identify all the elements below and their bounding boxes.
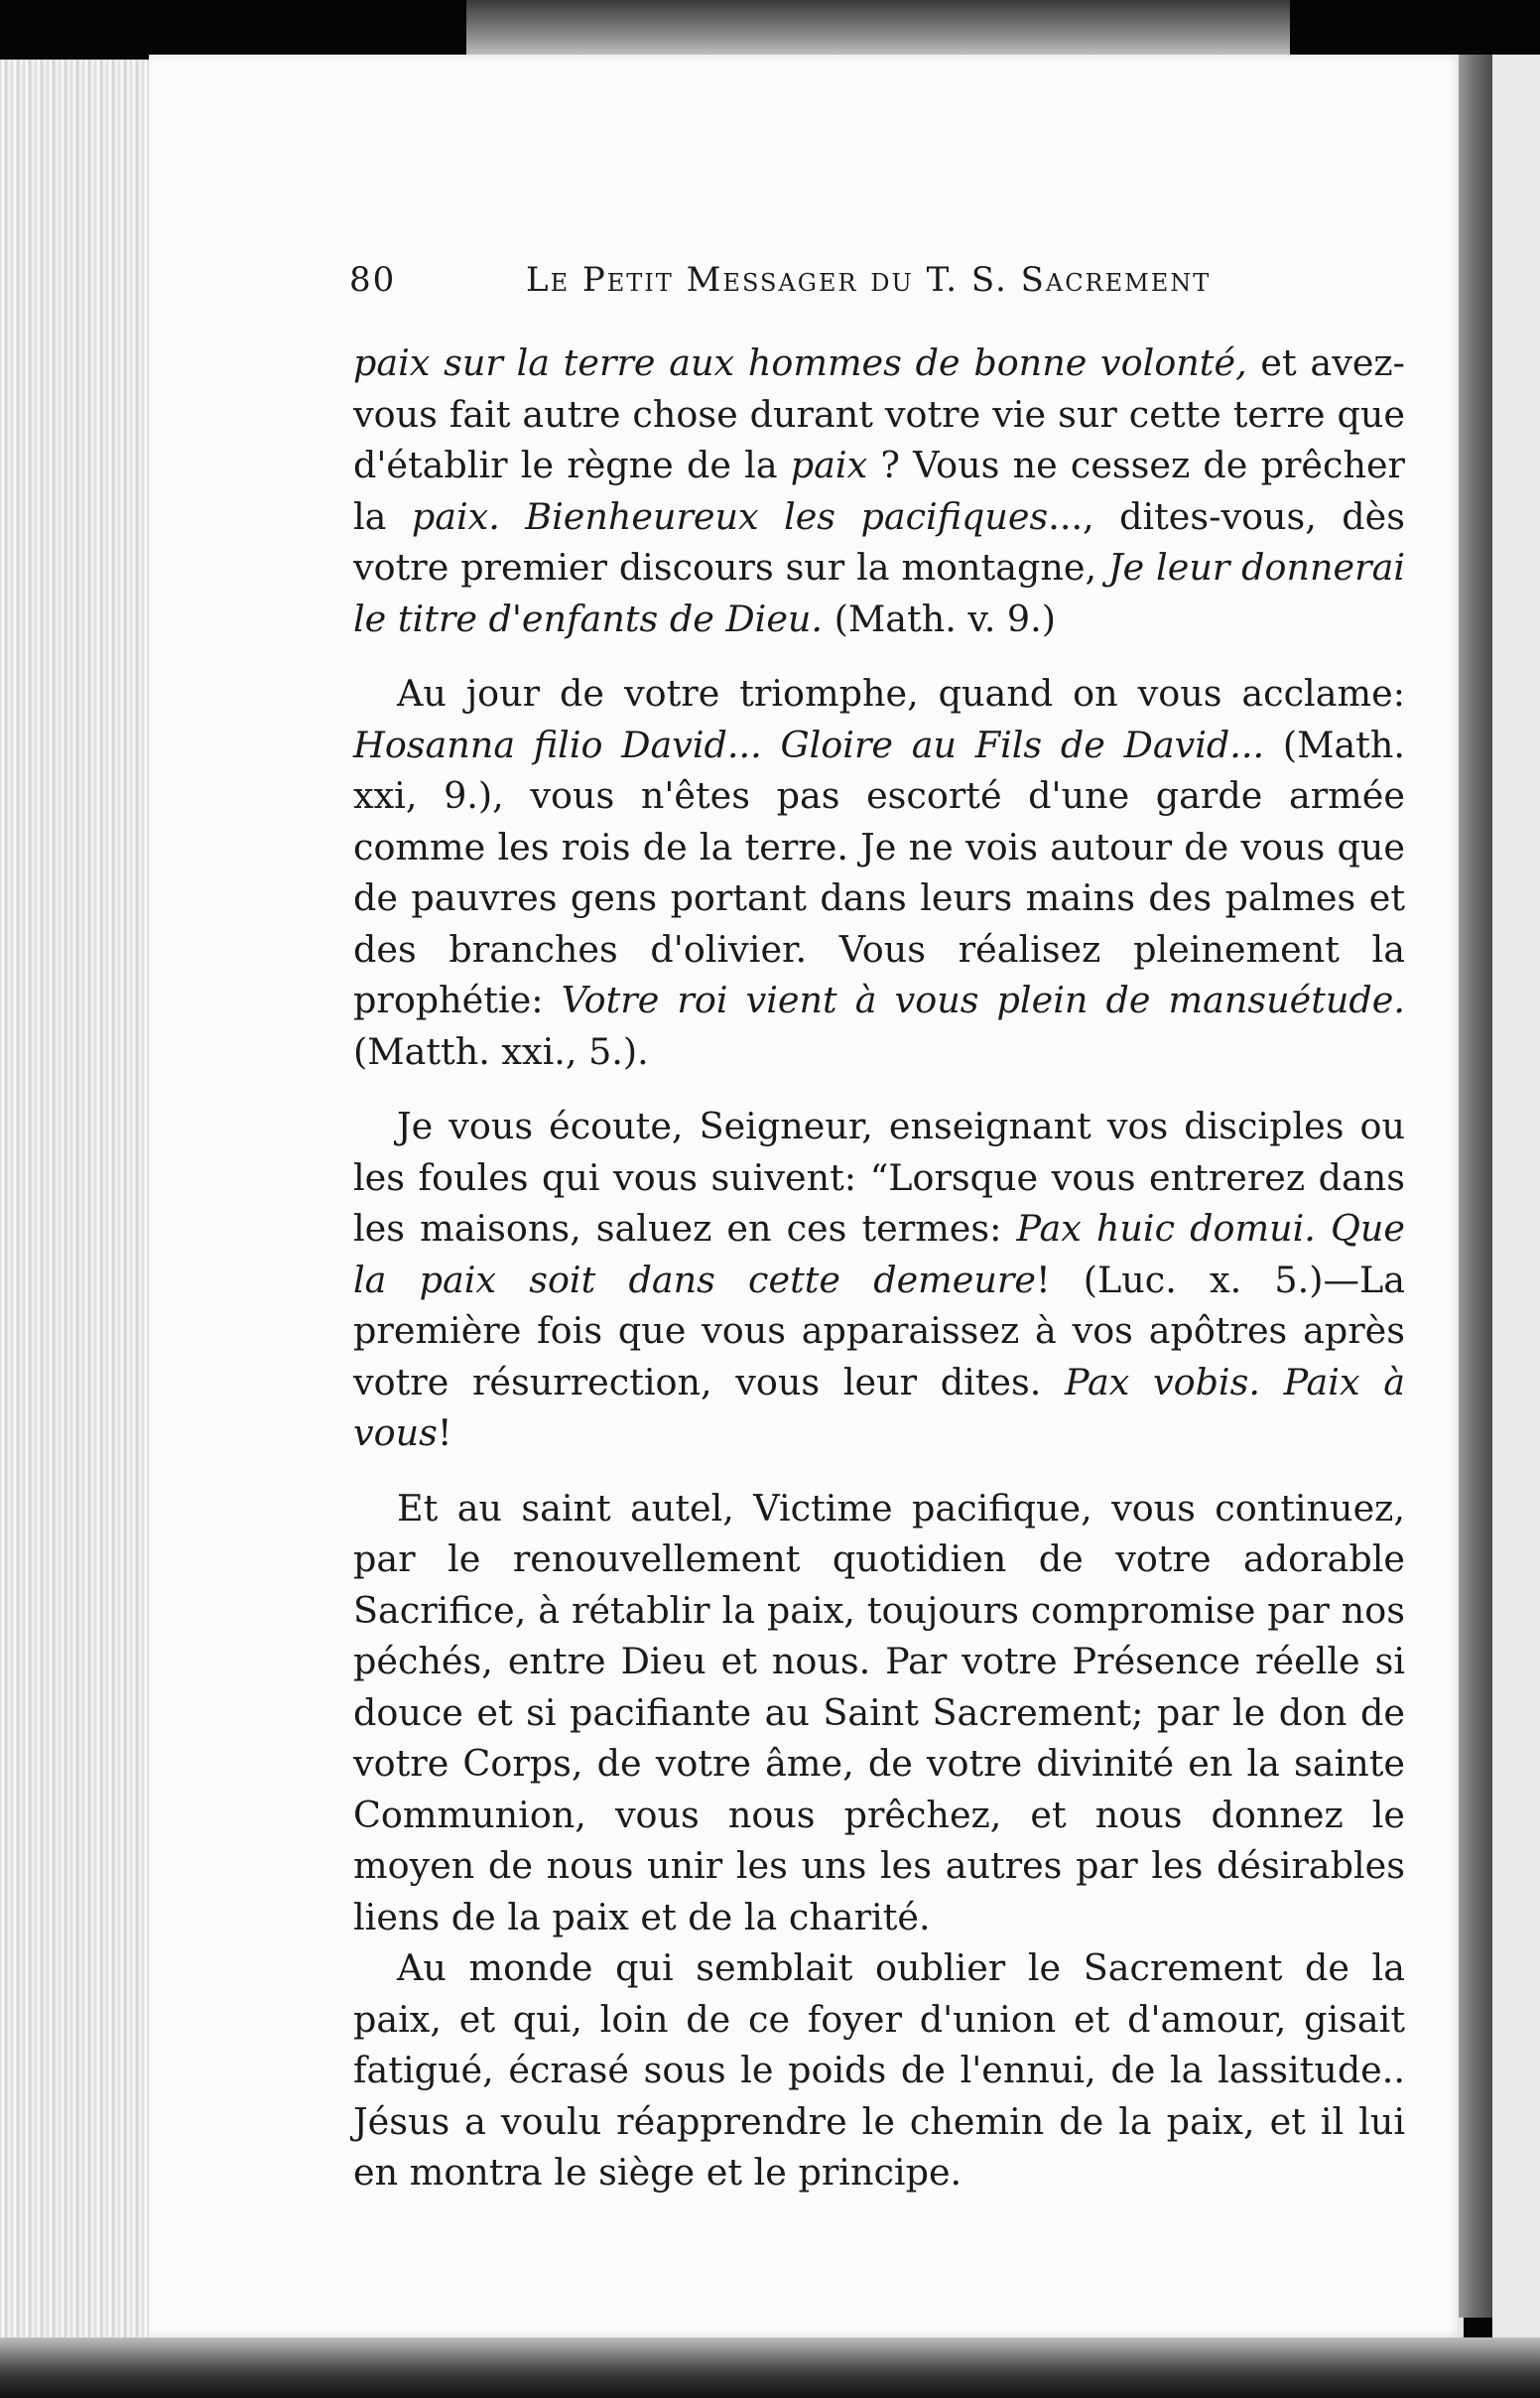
text-run: Et au saint autel, Victime pacifique, vous continuez, par le renouvellement quotidien de votre adorable Sacrifice, à rétablir la paix, toujours compromise par nos péchés, entre Dieu et nous. Par votre Présence réelle si douce et si pacifiante au Saint Sacrement; par le don de votre Corps, de votre âme, de votre divinité en la sainte Communion, vous nous prêchez, et nous donnez le moyen de nous unir les uns les autres par les désirables liens de la paix et de la charité.: [353, 1486, 1405, 1938]
italic-run: paix sur la terre aux hommes de bonne volonté,: [353, 341, 1247, 384]
italic-run: Hosanna filio David... Gloire au Fils de David...: [353, 723, 1265, 766]
running-head: [349, 260, 1232, 310]
text-run: Au jour de votre triomphe, quand on vous acclame:: [397, 672, 1405, 715]
paragraph: [353, 1942, 1405, 2198]
page-stack-edge: [0, 60, 159, 2342]
text-run: (Math. v. 9.): [823, 597, 1056, 640]
page-body-text: [353, 337, 1405, 2222]
text-run: ..., dites-vous, dès votre premier discours sur la montagne,: [353, 494, 1405, 589]
text-run: Je vous écoute, Seigneur, enseignant vos disciples ou les foules qui vous suivent: “Lorsque vous entrerez dans les maisons, saluez en ces termes:: [353, 1105, 1405, 1250]
running-title: Le Petit Messager du T. S. Sacrement: [526, 260, 1212, 300]
page-number: 80: [349, 260, 397, 300]
paragraph: [353, 1483, 1405, 1943]
book-gutter-shadow: [1459, 55, 1492, 2318]
paragraph: [353, 668, 1405, 1077]
text-run: (Math. xxi, 9.), vous n'êtes pas escorté d'une garde armée comme les rois de la terre. Je ne vois autour de vous que de pauvres gens portant dans leurs mains des palmes et des branches d'olivier. Vous réalisez pleinement la prophétie:: [353, 723, 1405, 1021]
italic-run: Votre roi vient à vous plein de mansuétude.: [561, 979, 1405, 1021]
italic-run: Pax huic domui. Que la paix soit dans cette demeure: [353, 1207, 1406, 1301]
italic-run: paix. Bienheureux les pacifiques: [411, 494, 1049, 538]
text-run: ! (Luc. x. 5.)—La première fois que vous apparaissez à vos apôtres après votre résurrection, vous leur dites.: [353, 1258, 1405, 1403]
italic-run: Pax vobis. Paix à vous: [353, 1360, 1405, 1454]
text-run: !: [437, 1411, 452, 1454]
text-run: et avez-vous fait autre chose durant votre vie sur cette terre que d'établir le règne de la: [353, 341, 1405, 486]
text-run: (Matth. xxi., 5.).: [353, 1029, 649, 1073]
facing-page-edge: [1492, 55, 1540, 2337]
text-run: Au monde qui semblait oublier le Sacrement de la paix, et qui, loin de ce foyer d'union et d'amour, gisait fatigué, écrasé sous le poids de l'ennui, de la lassitude.. Jésus a voulu réapprendre le chemin de la paix, et il lui en montra le siège et le principe.: [353, 1946, 1405, 2194]
scan-bottom-edge: [0, 2337, 1540, 2398]
italic-run: Je leur donnerai le titre d'enfants de Dieu.: [353, 546, 1405, 640]
paragraph: [353, 337, 1405, 644]
italic-run: paix: [790, 444, 868, 486]
previous-page-edge: [466, 0, 1290, 60]
paragraph: [353, 1101, 1405, 1459]
text-run: ? Vous ne cessez de prêcher la: [353, 444, 1406, 538]
